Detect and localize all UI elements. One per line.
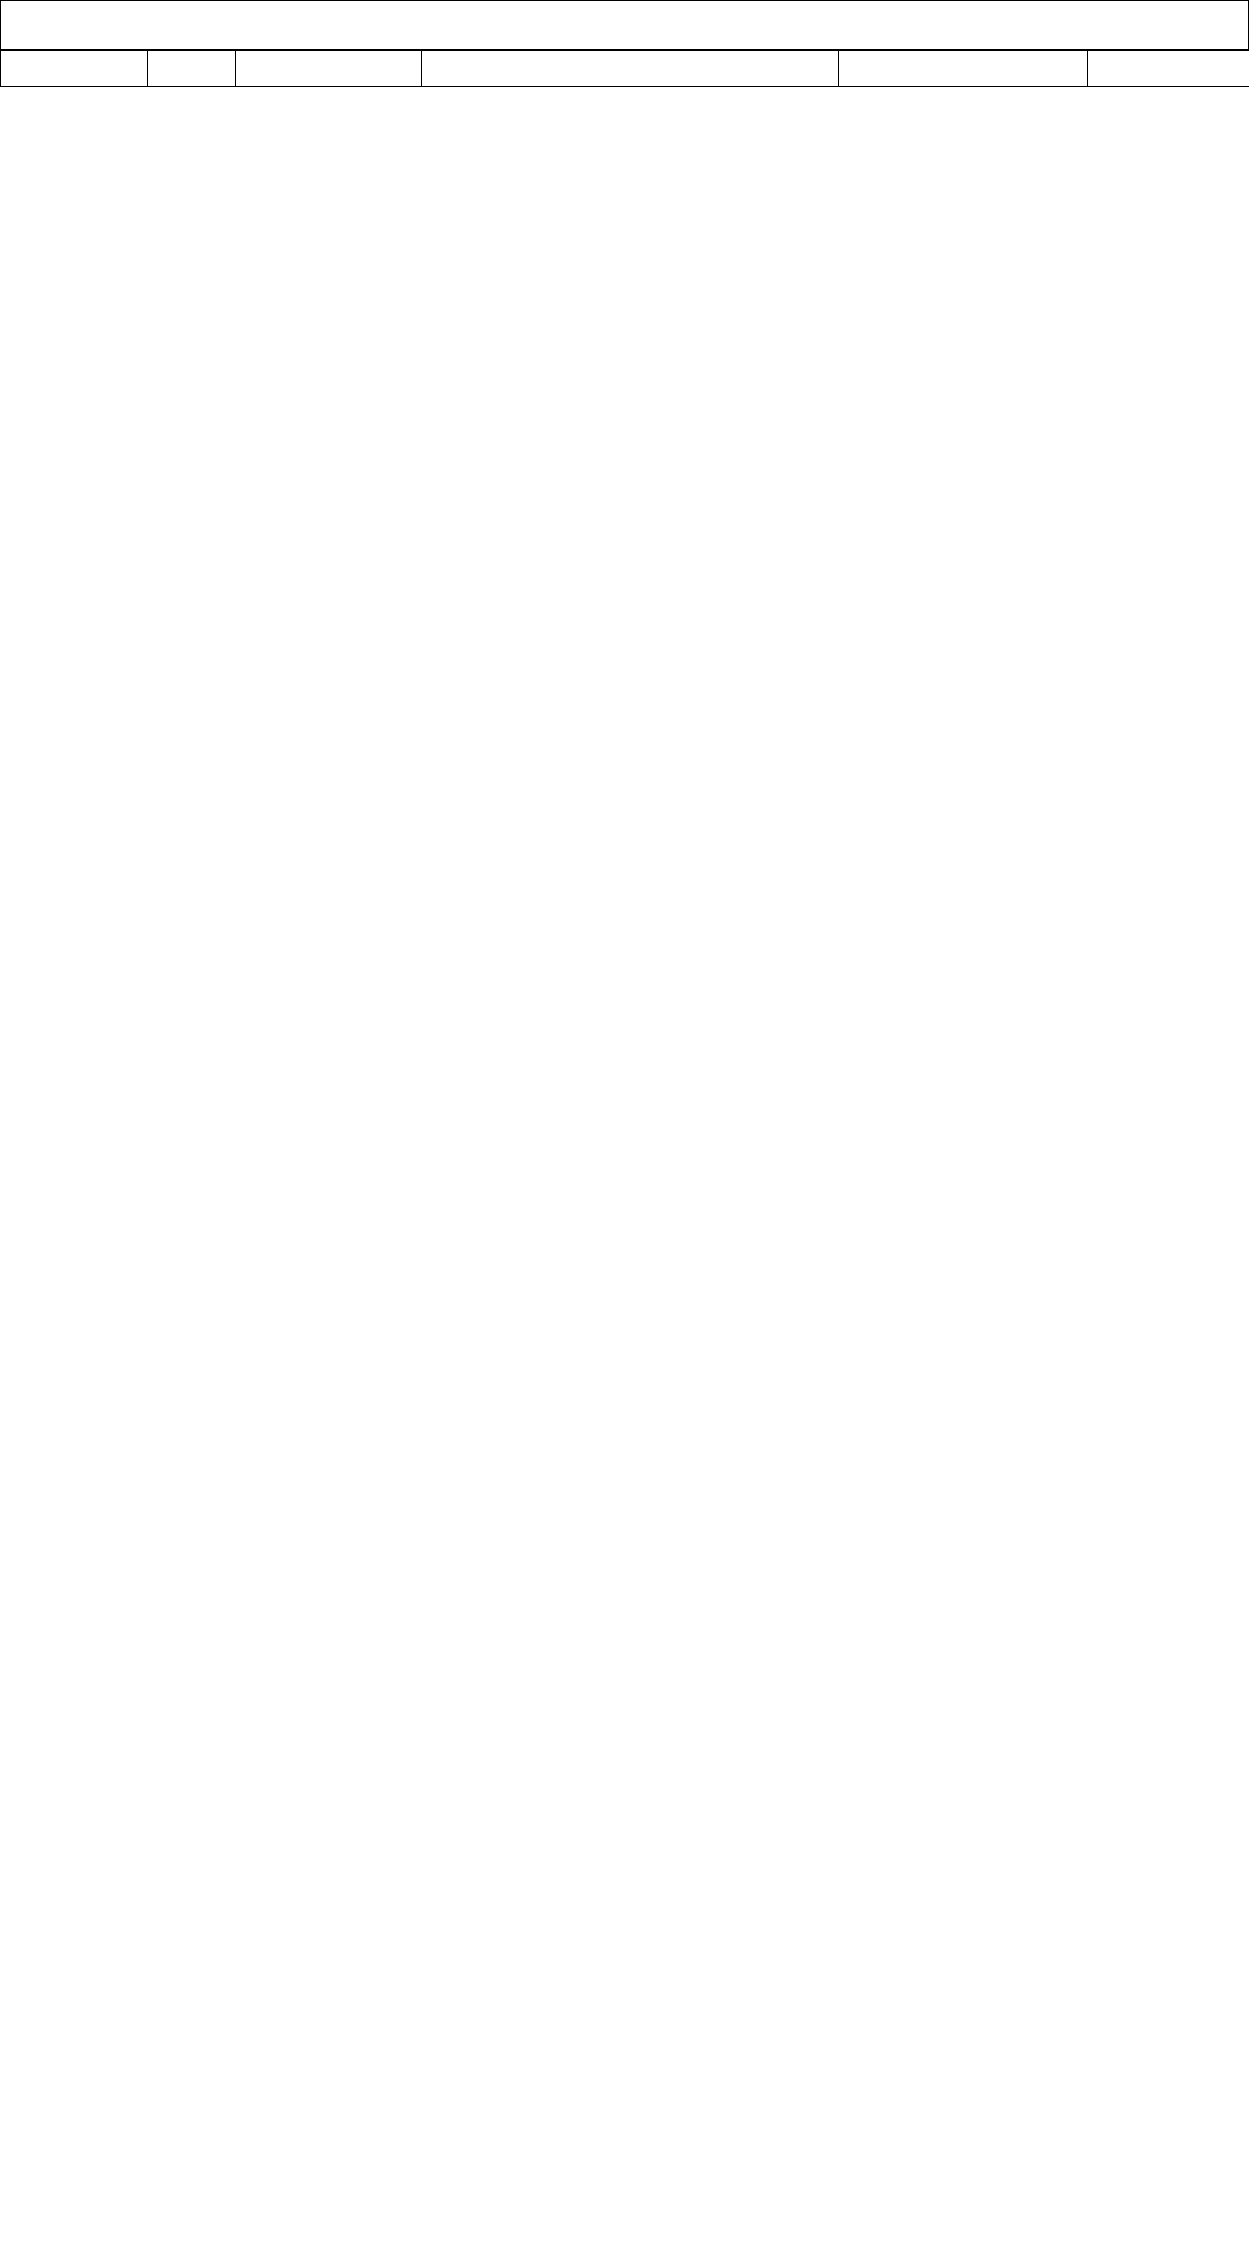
calendar-sheet (0, 0, 1249, 87)
header-date (1, 51, 148, 87)
header-time (236, 51, 422, 87)
header-row (1, 51, 1249, 87)
schedule-table (0, 50, 1249, 87)
header-content (422, 51, 839, 87)
sheet-title (0, 0, 1249, 50)
header-department (1088, 51, 1249, 87)
header-weekday (148, 51, 236, 87)
header-location (839, 51, 1088, 87)
